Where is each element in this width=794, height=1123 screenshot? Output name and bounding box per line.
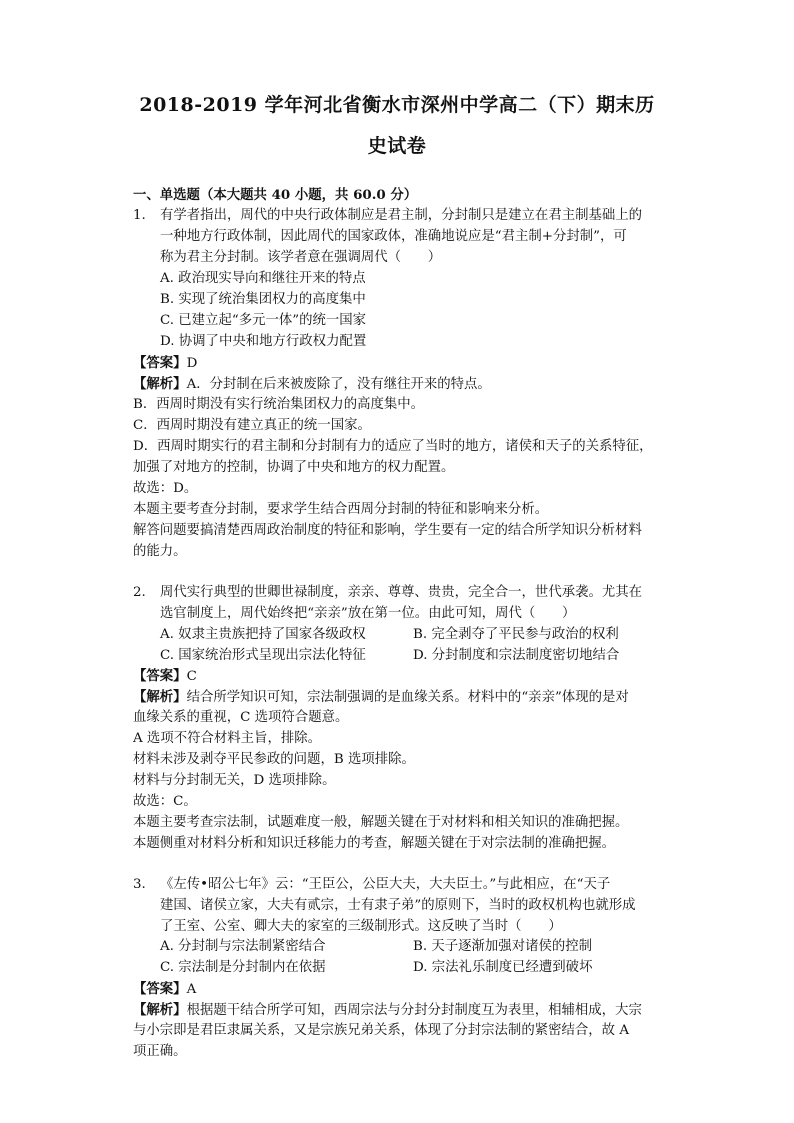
analysis-tag: 【解析】 [133,376,187,392]
q1-option-a: A. 政治现实导向和继往开来的特点 [160,271,366,286]
q2-analysis-line: 本题主要考查宗法制，试题难度一般，解题关键在于对材料和相关知识的准确把握。 [133,815,629,830]
q3-option-d: D. 宗法礼乐制度已经遭到破坏 [413,960,593,975]
q3-option-b: B. 天子逐渐加强对诸侯的控制 [413,939,593,954]
q1-analysis-line: 故选：D。 [133,481,198,496]
q1-analysis-line: B．西周时期没有实行统治集团权力的高度集中。 [133,397,425,412]
q1-answer: D [186,356,198,371]
q1-option-b: B. 实现了统治集团权力的高度集中 [160,292,366,307]
q1-analysis-line: 本题主要考查分封制，要求学生结合西周分封制的特征和影响来分析。 [133,502,549,517]
answer-tag: 【答案】 [133,355,187,371]
q1-analysis-line: D．西周时期实行的君主制和分封制有力的适应了当时的地方，诸侯和天子的关系特征， [133,439,653,454]
q3-analysis-line: 根据题干结合所学可知，西周宗法与分封分封制度互为表里，相辅相成，大宗 [186,1003,642,1018]
q3-stem-line: 了王室、公室、卿大夫的家室的三级制形式。这反映了当时（ ） [160,919,562,934]
document-title-line1: 2018-2019 学年河北省衡水市深州中学高二（下）期末历 [139,94,655,116]
q1-stem-line: 称为君主分封制。该学者意在强调周代（ ） [160,250,442,265]
document-title-line2: 史试卷 [367,135,427,157]
q1-analysis-line: 的能力。 [133,544,187,559]
q3-analysis-line: 与小宗即是君臣隶属关系，又是宗族兄弟关系，体现了分封宗法制的紧密结合，故 A [133,1023,629,1038]
q1-analysis-line: C．西周时期没有建立真正的统一国家。 [133,418,371,433]
q2-analysis-line: 材料与分封制无关，D 选项排除。 [133,773,336,788]
q1-option-d: D. 协调了中央和地方行政权力配置 [160,334,367,349]
q2-analysis-line: 故选：C。 [133,794,197,809]
analysis-tag: 【解析】 [133,689,187,705]
q2-stem-line: 周代实行典型的世卿世禄制度，亲亲、尊尊、贵贵，完全合一，世代承袭。尤其在 [160,585,643,600]
q3-analysis-line: 项正确。 [133,1044,187,1059]
q2-option-a: A. 奴隶主贵族把持了国家各级政权 [160,627,366,642]
q3-stem-line: 《左传•昭公七年》云：“王臣公，公臣大夫，大夫臣士。”与此相应，在“天子 [160,877,611,892]
q1-analysis-line: A．分封制在后来被废除了，没有继往开来的特点。 [186,377,491,392]
analysis-tag: 【解析】 [133,1002,187,1018]
q2-option-c: C. 国家统治形式呈现出宗法化特征 [160,648,366,663]
q2-stem-line: 选官制度上，周代始终把“亲亲”放在第一位。由此可知，周代（ ） [160,606,576,621]
q3-option-a: A. 分封制与宗法制紧密结合 [160,939,326,954]
q2-analysis-line: 血缘关系的重视，C 选项符合题意。 [133,710,349,725]
section-heading: 一、单选题（本大题共 40 小题，共 60.0 分） [133,187,418,203]
q2-analysis-line: 本题侧重对材料分析和知识迁移能力的考查，解题关键在于对宗法制的准确把握。 [133,836,616,851]
q1-number: 1. [133,208,146,223]
q2-option-d: D. 分封制度和宗法制度密切地结合 [413,648,620,663]
q3-stem-line: 建国、诸侯立家，大夫有贰宗，士有隶子弟”的原则下，当时的政权机构也就形成 [160,898,636,913]
q3-answer: A [186,982,197,997]
q2-number: 2. [133,585,146,600]
q2-option-b: B. 完全剥夺了平民参与政治的权利 [413,627,619,642]
answer-tag: 【答案】 [133,981,187,997]
q1-stem-line: 一种地方行政体制，因此周代的国家政体，准确地说应是“君主制+分封制”，可 [160,229,627,244]
q1-analysis-line: 解答问题要搞清楚西周政治制度的特征和影响，学生要有一定的结合所学知识分析材料 [133,523,642,538]
q1-stem-line: 有学者指出，周代的中央行政体制应是君主制，分封制只是建立在君主制基础上的 [160,208,643,223]
q1-analysis-line: 加强了对地方的控制，协调了中央和地方的权力配置。 [133,460,455,475]
q2-answer: C [186,669,197,684]
q2-analysis-line: 材料未涉及剥夺平民参政的问题，B 选项排除。 [133,752,415,767]
q2-analysis-line: A 选项不符合材料主旨，排除。 [133,731,322,746]
answer-tag: 【答案】 [133,668,187,684]
q2-analysis-line: 结合所学知识可知，宗法制强调的是血缘关系。材料中的“亲亲”体现的是对 [186,690,629,705]
q1-option-c: C. 已建立起“多元一体”的统一国家 [160,313,367,328]
q3-option-c: C. 宗法制是分封制内在依据 [160,960,326,975]
q3-number: 3. [133,877,146,892]
